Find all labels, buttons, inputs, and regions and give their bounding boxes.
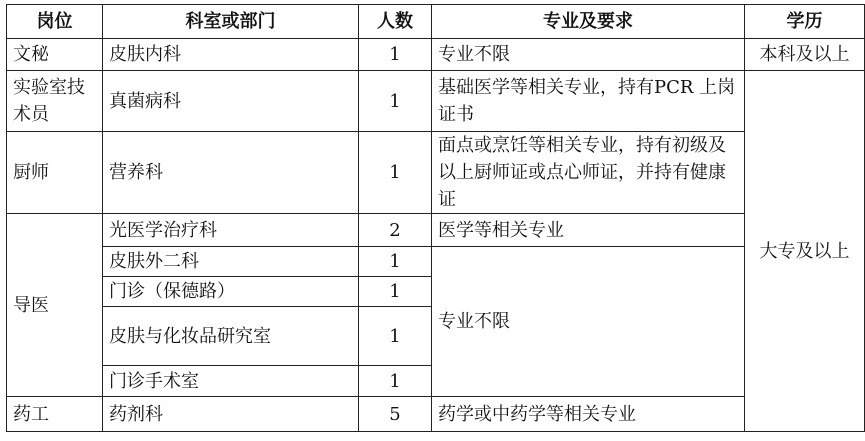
header-count: 人数 <box>359 5 432 39</box>
header-department: 科室或部门 <box>103 5 359 39</box>
count-cell: 1 <box>359 307 432 366</box>
requirement-cell: 药学或中药学等相关专业 <box>432 397 745 432</box>
count-cell: 1 <box>359 132 432 214</box>
table-row <box>7 397 865 432</box>
post-cell: 实验室技术员 <box>7 71 103 132</box>
count-cell: 1 <box>359 247 432 277</box>
count-cell: 1 <box>359 71 432 132</box>
education-merged-cell: 大专及以上 <box>745 71 865 432</box>
table-row <box>7 214 865 247</box>
department-cell: 药剂科 <box>103 397 359 432</box>
header-post: 岗位 <box>7 5 103 39</box>
post-cell: 厨师 <box>7 132 103 214</box>
post-cell: 文秘 <box>7 39 103 71</box>
requirement-cell: 面点或烹饪等相关专业，持有初级及以上厨师证或点心师证，并持有健康证 <box>432 132 745 214</box>
table-row <box>7 247 865 277</box>
department-cell: 皮肤与化妆品研究室 <box>103 307 359 366</box>
requirement-cell: 医学等相关专业 <box>432 214 745 247</box>
department-cell: 真菌病科 <box>103 71 359 132</box>
post-cell: 药工 <box>7 397 103 432</box>
header-education: 学历 <box>745 5 865 39</box>
table-row <box>7 132 865 214</box>
department-cell: 门诊（保德路） <box>103 277 359 307</box>
education-cell: 本科及以上 <box>745 39 865 71</box>
header-requirement: 专业及要求 <box>432 5 745 39</box>
count-cell: 1 <box>359 39 432 71</box>
count-cell: 1 <box>359 277 432 307</box>
post-merged-cell: 导医 <box>7 214 103 397</box>
count-cell: 5 <box>359 397 432 432</box>
requirement-cell: 专业不限 <box>432 39 745 71</box>
table-row <box>7 39 865 71</box>
department-cell: 门诊手术室 <box>103 366 359 397</box>
requirement-merged-cell: 专业不限 <box>432 247 745 397</box>
table-header <box>7 5 865 39</box>
department-cell: 光医学治疗科 <box>103 214 359 247</box>
department-cell: 皮肤外二科 <box>103 247 359 277</box>
department-cell: 皮肤内科 <box>103 39 359 71</box>
table-row <box>7 71 865 132</box>
requirement-cell: 基础医学等相关专业，持有PCR 上岗证书 <box>432 71 745 132</box>
department-cell: 营养科 <box>103 132 359 214</box>
count-cell: 2 <box>359 214 432 247</box>
recruitment-table <box>6 4 865 432</box>
header-row <box>7 5 865 39</box>
count-cell: 1 <box>359 366 432 397</box>
table-body <box>7 39 865 432</box>
